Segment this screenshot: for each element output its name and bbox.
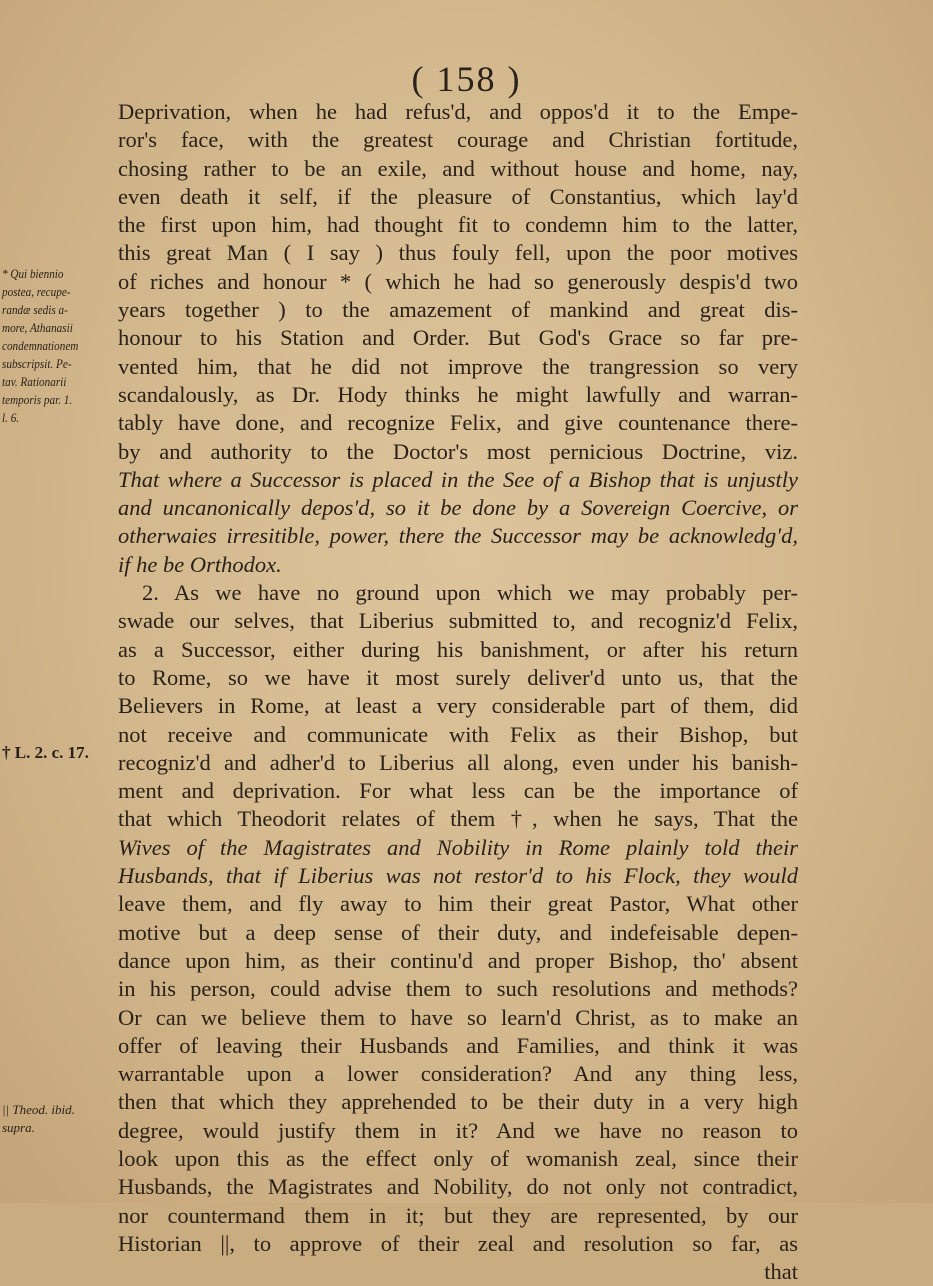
text-line: the first upon him, had thought fit to condemn him to the latter, bbox=[118, 212, 798, 238]
marginal-note-line: † L. 2. c. 17. bbox=[2, 743, 89, 762]
text-line: Believers in Rome, at least a very considerable part of them, did bbox=[118, 693, 798, 719]
text-line: motive but a deep sense of their duty, and indefeisable depen- bbox=[118, 919, 798, 945]
text-line: offer of leaving their Husbands and Families, and think it was bbox=[118, 1032, 798, 1058]
text-line: not receive and communicate with Felix as their Bishop, but bbox=[118, 721, 798, 747]
text-line: dance upon him, as their continu'd and proper Bishop, tho' absent bbox=[118, 947, 798, 973]
marginal-note-line: condemnationem bbox=[2, 338, 79, 353]
body-text bbox=[118, 98, 798, 1286]
marginal-note-line: tav. Rationarii bbox=[2, 374, 67, 389]
text-line: of riches and honour * ( which he had so generously despis'd two bbox=[118, 268, 798, 294]
text-line: warrantable upon a lower consideration? And any thing less, bbox=[118, 1061, 798, 1087]
text-line: look upon this as the effect only of womanish zeal, since their bbox=[118, 1145, 798, 1171]
text-line: as a Successor, either during his banishment, or after his return bbox=[118, 636, 798, 662]
marginal-note-line: subscripsit. Pe- bbox=[2, 356, 72, 371]
text-line: by and authority to the Doctor's most pernicious Doctrine, viz. bbox=[118, 438, 798, 464]
text-line: to Rome, so we have it most surely deliver'd unto us, that the bbox=[118, 664, 798, 690]
text-line: Deprivation, when he had refus'd, and oppos'd it to the Empe- bbox=[118, 99, 798, 124]
text-line: this great Man ( I say ) thus fouly fell, upon the poor motives bbox=[118, 240, 798, 266]
text-line: swade our selves, that Liberius submitted to, and recogniz'd Felix, bbox=[118, 608, 798, 634]
text-line: Historian ||, to approve of their zeal and resolution so far, as bbox=[118, 1230, 798, 1256]
marginal-note-line: temporis par. 1. bbox=[2, 392, 73, 407]
text-line: vented him, that he did not improve the trangression so very bbox=[118, 353, 798, 379]
text-line: honour to his Station and Order. But God's Grace so far pre- bbox=[118, 325, 798, 351]
text-line: that which Theodorit relates of them †, when he says, That the bbox=[118, 806, 798, 832]
text-line: chosing rather to be an exile, and without house and home, nay, bbox=[118, 155, 798, 181]
marginal-note-line: randæ sedis a- bbox=[2, 302, 68, 317]
marginal-note-line: postea, recupe- bbox=[2, 284, 71, 299]
text-line: then that which they apprehended to be their duty in a very high bbox=[118, 1089, 798, 1115]
text-line: in his person, could advise them to such resolutions and methods? bbox=[118, 976, 798, 1002]
text-line: leave them, and fly away to him their great Pastor, What other bbox=[118, 891, 798, 917]
text-line: years together ) to the amazement of mankind and great dis- bbox=[118, 297, 798, 323]
text-line: scandalously, as Dr. Hody thinks he might lawfully and warran- bbox=[118, 381, 798, 407]
marginal-note-qui-biennio bbox=[2, 265, 120, 427]
quote-line: That where a Successor is placed in the See of a Bishop that is unjustly bbox=[118, 466, 798, 492]
quote-line: and uncanonically depos'd, so it be done by a Sovereign Coercive, or bbox=[118, 495, 798, 521]
text-line: nor countermand them in it; but they are represented, by our bbox=[118, 1202, 798, 1228]
marginal-note-line: supra. bbox=[2, 1120, 35, 1135]
marginal-note-theodorit-reference bbox=[2, 744, 120, 762]
catchword: that bbox=[764, 1259, 798, 1285]
text-line: degree, would justify them in it? And we have no reason to bbox=[118, 1117, 798, 1143]
text-line: ror's face, with the greatest courage and Christian fortitude, bbox=[118, 127, 798, 153]
marginal-note-line: || Theod. ibid. bbox=[2, 1102, 75, 1117]
text-line: Wives of the Magistrates and Nobility in Rome plainly told their bbox=[118, 834, 798, 860]
marginal-note-line: l. 6. bbox=[2, 410, 20, 425]
quote-line: if he be Orthodox. bbox=[118, 551, 282, 577]
text-line: Husbands, the Magistrates and Nobility, do not only not contradict, bbox=[118, 1174, 798, 1200]
text-line: Or can we believe them to have so learn'd Christ, as to make an bbox=[118, 1004, 798, 1030]
text-line: recogniz'd and adher'd to Liberius all along, even under his banish- bbox=[118, 749, 798, 775]
quote-line: otherwaies irresitible, power, there the Successor may be acknowledg'd, bbox=[118, 523, 798, 549]
marginal-note-line: * Qui biennio bbox=[2, 266, 64, 281]
text-line: ment and deprivation. For what less can be the importance of bbox=[118, 778, 798, 804]
marginal-note-line: more, Athanasii bbox=[2, 320, 73, 335]
paragraph-start-line: 2. As we have no ground upon which we may probably per- bbox=[142, 580, 798, 606]
text-line: even death it self, if the pleasure of Constantius, which lay'd bbox=[118, 183, 798, 209]
text-line: Husbands, that if Liberius was not restor'd to his Flock, they would bbox=[118, 863, 798, 889]
text-line: tably have done, and recognize Felix, and give countenance there- bbox=[118, 410, 798, 436]
marginal-note-theod-ibid bbox=[2, 1101, 120, 1137]
page-number: ( 158 ) bbox=[411, 59, 522, 99]
